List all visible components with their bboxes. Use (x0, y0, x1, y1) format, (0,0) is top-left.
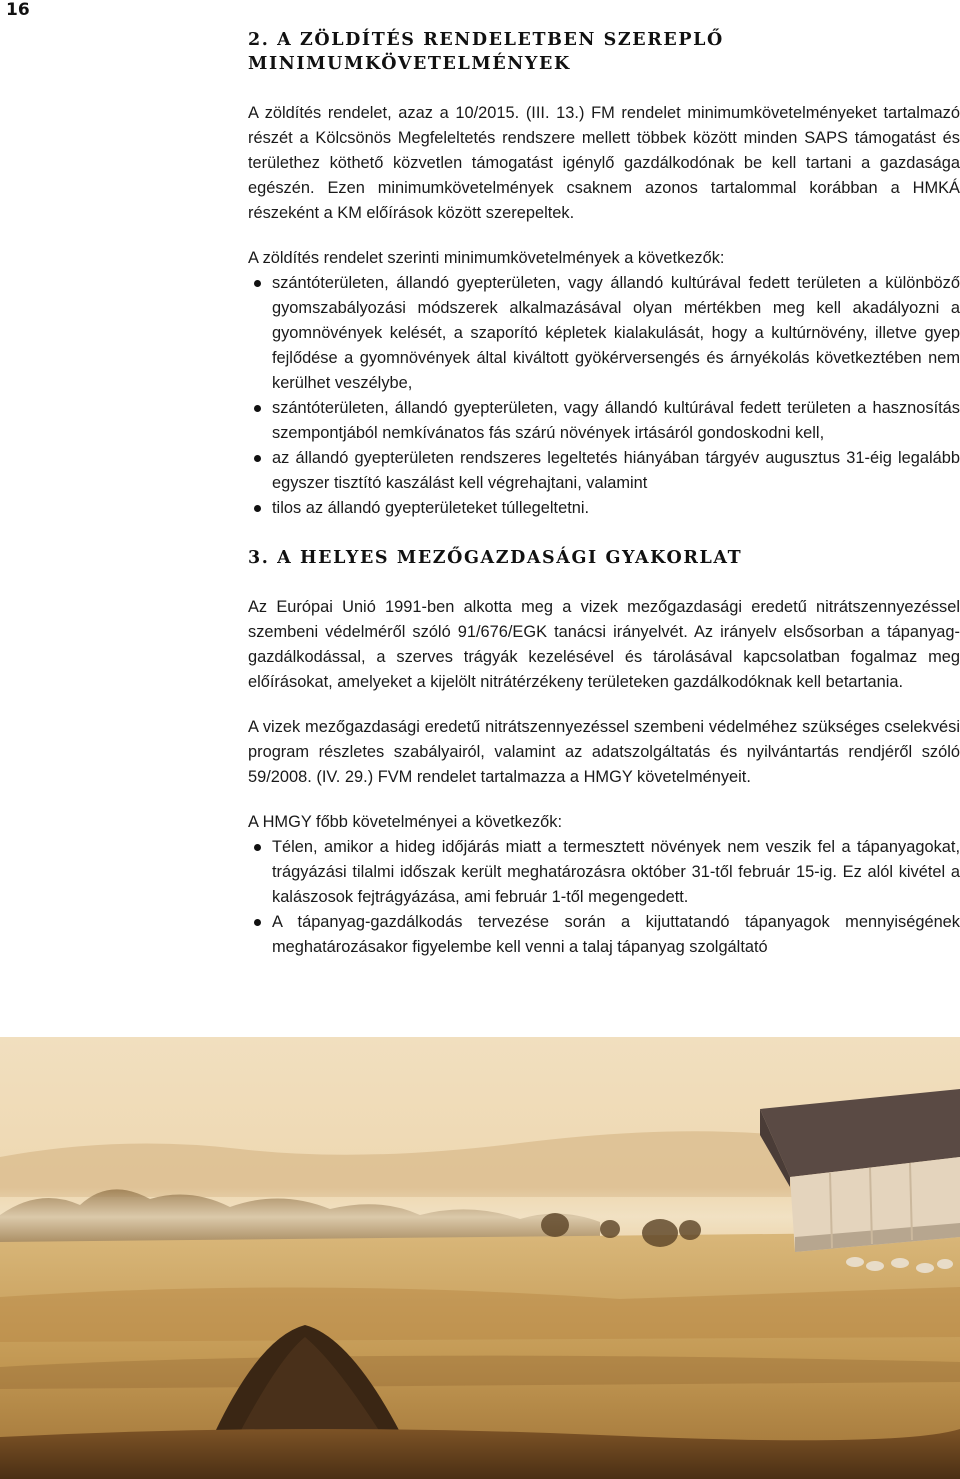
list-item (248, 496, 960, 521)
list-item-text: tilos az állandó gyepterületeket túllegeltetni. (272, 499, 590, 517)
section-3-paragraph-2: A vizek mezőgazdasági eredetű nitrátszennyezéssel szembeni védelméhez szükséges cselekvési program részletes szabályairól, valamint az adatszolgáltatás és nyilvántartás rendjéről szóló 59/2008. (IV. 29.) FVM rendelet tartalmazza a HMGY követelményeit. (248, 718, 960, 786)
page-number: 16 (6, 0, 30, 20)
section-2-title-line2: MINIMUMKÖVETELMÉNYEK (248, 54, 571, 74)
list-item (248, 835, 960, 910)
section-2-title (248, 28, 960, 76)
section-3-bullet-list (248, 835, 960, 960)
section-2-list-intro: A zöldítés rendelet szerinti minimumkövetelmények a következők: (248, 249, 725, 267)
farm-landscape-photo (0, 1037, 960, 1479)
bullet-icon (254, 919, 261, 926)
list-item (248, 910, 960, 960)
section-3-list-intro: A HMGY főbb követelményei a következők: (248, 813, 563, 831)
list-item (248, 446, 960, 496)
list-item-text: A tápanyag-gazdálkodás tervezése során a kijuttatandó tápanyagok mennyiségének meghatározásakor figyelembe kell venni a talaj tápanyag szolgáltató (272, 913, 960, 956)
section-2-paragraph: A zöldítés rendelet, azaz a 10/2015. (III. 13.) FM rendelet minimumkövetelményeket tartalmazó részét a Kölcsönös Megfeleltetés rendszere mellett többek között minden SAPS támogatást és területhez köthető közvetlen támogatást igénylő gazdálkodónak be kell tartani a gazdasága egészén. Ezen minimumkövetelmények csaknem azonos tartalommal korábban a HMKÁ részeként a KM előírások között szerepeltek. (248, 104, 960, 222)
bullet-icon (254, 455, 261, 462)
section-2-title-line1: 2. A ZÖLDÍTÉS RENDELETBEN SZEREPLŐ (248, 30, 724, 50)
section-3-paragraph-1: Az Európai Unió 1991-ben alkotta meg a vizek mezőgazdasági eredetű nitrátszennyezéssel szembeni védelméről szóló 91/676/EGK tanácsi irányelvét. Az irányelv elsősorban a tápanyag-gazdálkodással, a szerves trágyák kezelésével és tárolásával kapcsolatban fogalmaz meg előírásokat, amelyeket a kijelölt nitrátérzékeny területeken gazdálkodóknak kell betartania. (248, 598, 960, 691)
bullet-icon (254, 405, 261, 412)
bullet-icon (254, 505, 261, 512)
section-2-bullet-list (248, 271, 960, 521)
bullet-icon (254, 280, 261, 287)
main-content (248, 28, 960, 960)
list-item-text: az állandó gyepterületen rendszeres legeltetés hiányában tárgyév augusztus 31-éig legalább egyszer tisztító kaszálást kell végrehajtani, valamint (272, 449, 960, 492)
list-item-text: Télen, amikor a hideg időjárás miatt a termesztett növények nem veszik fel a tápanyagokat, trágyázási tilalmi időszak került meghatározásra október 31-től február 15-ig. Ez alól kivétel a kalászosok fejtrágyázása, ami február 1-től megengedett. (272, 838, 960, 906)
bullet-icon (254, 844, 261, 851)
list-item-text: szántóterületen, állandó gyepterületen, vagy állandó kultúrával fedett területen a hasznosítás szempontjából nemkívánatos fás szárú növények irtásáról gondoskodni kell, (272, 399, 960, 442)
list-item-text: szántóterületen, állandó gyepterületen, vagy állandó kultúrával fedett területen a különböző gyomszabályozási módszerek alkalmazásával olyan mértékben meg kell akadályozni a gyomnövények kelését, a szaporító képletek kialakulását, hogy a kultúrnövény, illetve gyep fejlődése a gyomnövények által kiváltott gyökérversengés és árnyékolás következtében nem kerülhet veszélybe, (272, 274, 960, 392)
list-item (248, 396, 960, 446)
list-item (248, 271, 960, 396)
section-3-title: 3. A HELYES MEZŐGAZDASÁGI GYAKORLAT (248, 548, 743, 568)
